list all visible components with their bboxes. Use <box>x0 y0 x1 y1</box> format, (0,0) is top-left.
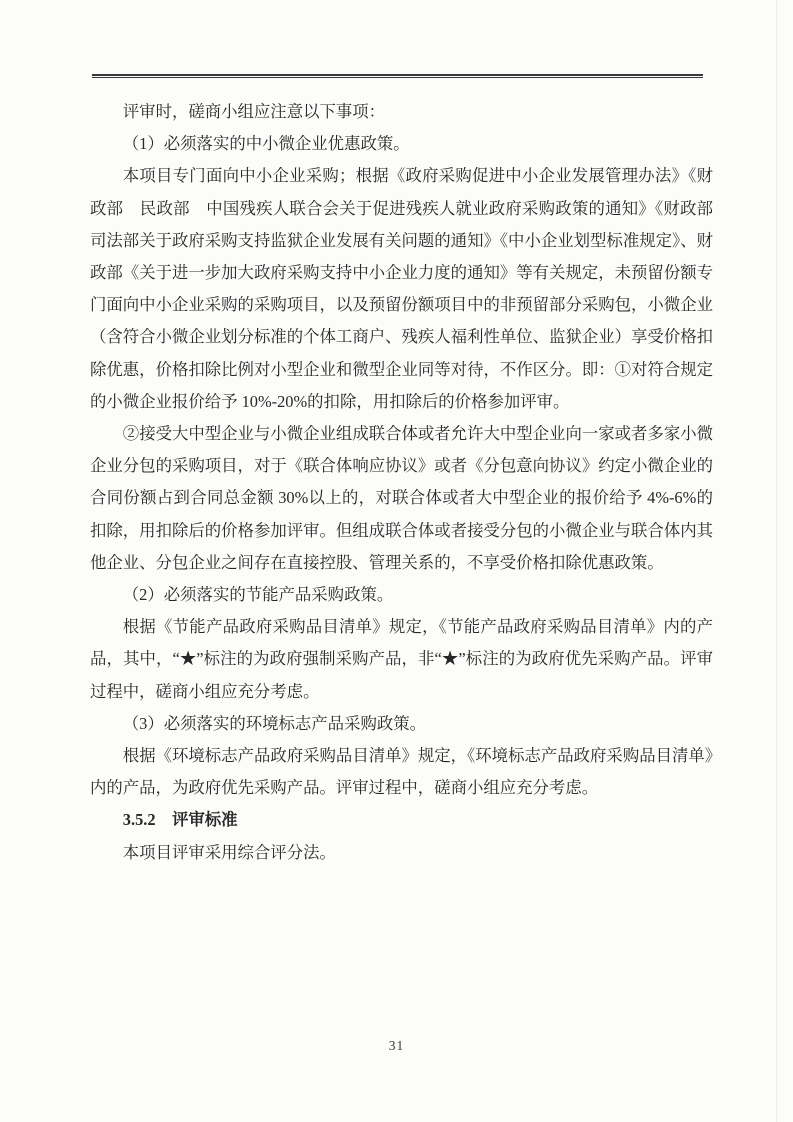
para-item-2-body: 根据《节能产品政府采购品目清单》规定，《节能产品政府采购品目清单》内的产品，其中，“★”标注的为政府强制采购产品，非“★”标注的为政府优先采购产品。评审过程中，磋商小组应充分考虑。 <box>90 617 713 701</box>
para-item-3-body: 根据《环境标志产品政府采购品目清单》规定，《环境标志产品政府采购品目清单》内的产品，为政府优先采购产品。评审过程中，磋商小组应充分考虑。 <box>90 746 713 798</box>
scan-edge-line <box>776 0 777 1122</box>
para-item-1-title: （1）必须落实的中小微企业优惠政策。 <box>122 134 410 154</box>
page-number: 31 <box>388 1038 405 1053</box>
para-item-1-body: 本项目专门面向中小企业采购；根据《政府采购促进中小企业发展管理办法》《财政部 民政部 中国残疾人联合会关于促进残疾人就业政府采购政策的通知》《财政部 司法部关于政府采购支持监狱企业发展有关问题的通知》《中小企业划型标准规定》、财政部《关于进一步加大政府采购支持中小企业力度的通知》等有关规定，未预留份额专门面向中小企业采购的采购项目，以及预留份额项目中的非预留部分采购包，小微企业（含符合小微企业划分标准的个体工商户、残疾人福利性单位、监狱企业）享受价格扣除优惠，价格扣除比例对小型企业和微型企业同等对待，不作区分。即：①对符合规定的小微企业报价给予 10%-20%的扣除，用扣除后的价格参加评审。 <box>90 166 730 411</box>
para-item-2-title: （2）必须落实的节能产品采购政策。 <box>122 585 394 605</box>
document-body <box>90 96 730 869</box>
para-section-3-5-2-body: 本项目评审采用综合评分法。 <box>122 842 336 862</box>
para-item-3-title: （3）必须落实的环境标志产品采购政策。 <box>122 713 427 733</box>
section-heading-3-5-2: 3.5.2 评审标准 <box>122 810 238 830</box>
header-double-rule <box>92 74 703 78</box>
para-review-note: 评审时，磋商小组应注意以下事项： <box>122 102 386 121</box>
para-item-1-sub-2: ②接受大中型企业与小微企业组成联合体或者允许大中型企业向一家或者多家小微企业分包的采购项目，对于《联合体响应协议》或者《分包意向协议》约定小微企业的合同份额占到合同总金额 30%以上的，对联合体或者大中型企业的报价给予 4%-6%的扣除，用扣除后的价格参加评审。但组成联合体或者接受分包的小微企业与联合体内其他企业、分包企业之间存在直接控股、管理关系的，不享受价格扣除优惠政策。 <box>90 424 713 572</box>
